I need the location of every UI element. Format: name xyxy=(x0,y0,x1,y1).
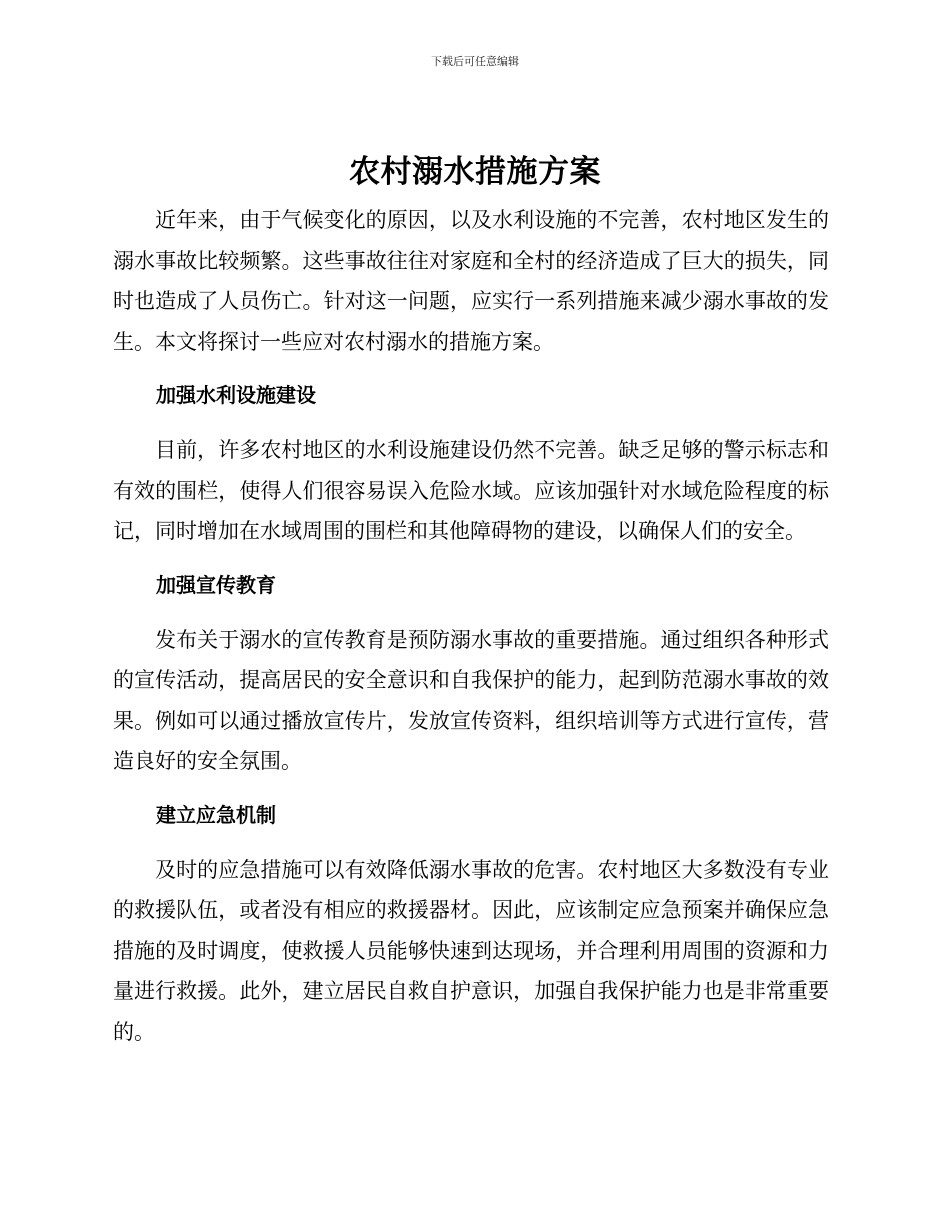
document-title: 农村溺水措施方案 xyxy=(349,154,601,190)
section-body-emergency: 及时的应急措施可以有效降低溺水事故的危害。农村地区大多数没有专业的救援队伍，或者没有相应的救援器材。因此，应该制定应急预案并确保应急措施的及时调度，使救援人员能够快速到达现场，并合理利用周围的资源和力量进行救援。此外，建立居民自救自护意识，加强自我保护能力也是非常重要的。 xyxy=(113,857,829,1044)
header-note: 下载后可任意编辑 xyxy=(431,55,519,68)
section-heading-education: 加强宣传教育 xyxy=(156,572,276,597)
section-heading-facilities: 加强水利设施建设 xyxy=(156,383,316,407)
section-body-education: 发布关于溺水的宣传教育是预防溺水事故的重要措施。通过组织各种形式的宣传活动，提高居民的安全意识和自我保护的能力，起到防范溺水事故的效果。例如可以通过播放宣传片，发放宣传资料，组织培训等方式进行宣传，营造良好的安全氛围。 xyxy=(113,627,829,773)
section-heading-emergency: 建立应急机制 xyxy=(156,802,276,827)
document-body xyxy=(113,200,829,1052)
section-body-facilities: 目前，许多农村地区的水利设施建设仍然不完善。缺乏足够的警示标志和有效的围栏，使得人们很容易误入危险水域。应该加强针对水域危险程度的标记，同时增加在水域周围的围栏和其他障碍物的建设，以确保人们的安全。 xyxy=(113,438,829,543)
intro-paragraph: 近年来，由于气候变化的原因，以及水利设施的不完善，农村地区发生的溺水事故比较频繁。这些事故往往对家庭和全村的经济造成了巨大的损失，同时也造成了人员伤亡。针对这一问题，应实行一系列措施来减少溺水事故的发生。本文将探讨一些应对农村溺水的措施方案。 xyxy=(113,208,829,354)
